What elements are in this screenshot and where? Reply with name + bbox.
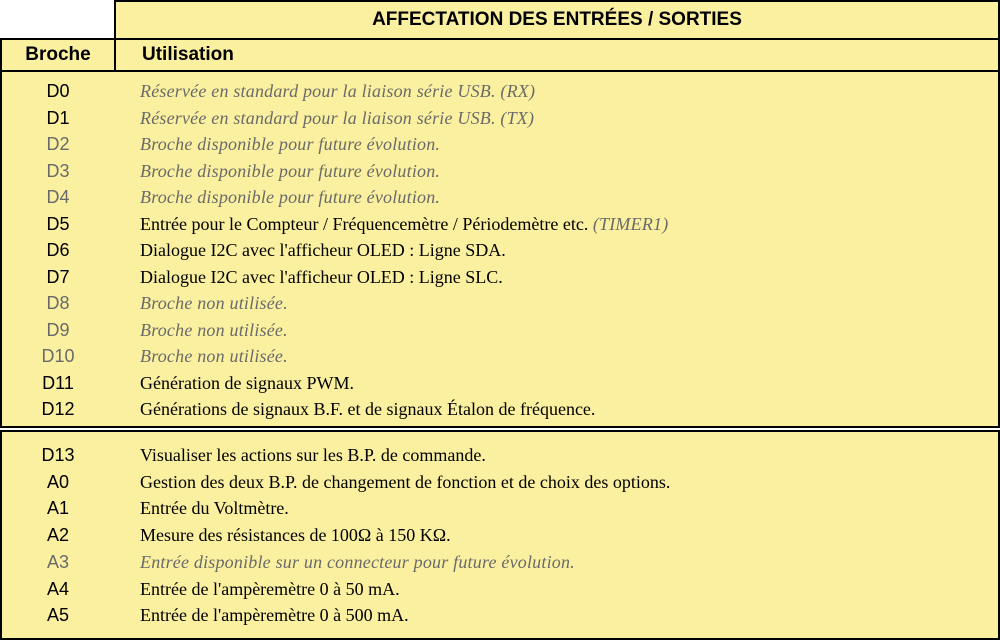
pin-label: A4 [46, 578, 70, 599]
pin-usage [114, 524, 451, 547]
pin-usage [114, 80, 535, 103]
pin-usage [114, 213, 668, 236]
pin-usage-text: Mesure des résistances de 100Ω à 150 KΩ. [140, 525, 451, 546]
pin-label: D13 [41, 445, 75, 465]
pin-label: A3 [46, 551, 70, 572]
pin-usage-text: Dialogue I2C avec l'afficheur OLED : Ligne SLC. [140, 266, 503, 287]
pin-usage-text: Broche non utilisée. [140, 319, 288, 340]
pin-column-section-1 [0, 72, 116, 428]
pin-usage [114, 398, 595, 421]
pin-usage-text: Entrée pour le Compteur / Fréquencemètre / Périodemètre etc. [140, 213, 593, 234]
pin-usage-text: Réservée en standard pour la liaison série USB. (TX) [140, 107, 535, 128]
pin-usage [114, 266, 503, 289]
pin-usage-text: Génération de signaux PWM. [140, 372, 354, 393]
pin-label: A2 [46, 525, 70, 546]
pin-usage-text: Générations de signaux B.F. et de signaux Étalon de fréquence. [140, 399, 596, 419]
pin-usage-text: Entrée de l'ampèremètre 0 à 50 mA. [140, 578, 400, 599]
pin-usage [114, 292, 288, 315]
pin-usage-text: Entrée du Voltmètre. [140, 498, 289, 519]
pin-usage [114, 497, 289, 520]
pin-label: D1 [46, 107, 70, 128]
pin-usage-text: Entrée disponible sur un connecteur pour future évolution. [140, 551, 575, 572]
pin-usage [114, 239, 506, 262]
pin-usage-text: Entrée de l'ampèremètre 0 à 500 mA. [140, 605, 409, 626]
pin-label: D2 [46, 134, 70, 154]
pin-usage-text: Broche disponible pour future évolution. [140, 187, 441, 207]
pin-usage-text: Gestion des deux B.P. de changement de fonction et de choix des options. [140, 471, 671, 492]
pin-label: A5 [46, 605, 70, 626]
pin-label: D3 [46, 160, 70, 181]
pin-usage [114, 551, 575, 574]
pin-label: A1 [46, 498, 70, 519]
pin-usage [114, 133, 440, 156]
pin-usage [114, 186, 440, 209]
pin-usage [114, 319, 288, 342]
pin-label: D0 [46, 81, 70, 101]
pin-usage-suffix: (TIMER1) [592, 213, 669, 234]
pin-usage [114, 578, 400, 601]
pin-usage [114, 444, 486, 467]
pin-usage-text: Dialogue I2C avec l'afficheur OLED : Ligne SDA. [140, 240, 506, 260]
use-column-section-2 [114, 430, 1000, 640]
pin-usage-text: Broche disponible pour future évolution. [140, 160, 441, 181]
pin-usage-text: Broche non utilisée. [140, 293, 288, 313]
pin-label: A0 [46, 471, 70, 492]
pin-label: D4 [46, 187, 70, 207]
pin-usage-text: Réservée en standard pour la liaison série USB. (RX) [140, 81, 536, 101]
pin-label: D11 [42, 372, 74, 393]
pin-label: D10 [41, 346, 75, 366]
pin-label: D9 [46, 319, 70, 340]
use-column-section-1 [114, 72, 1000, 428]
pin-usage [114, 372, 354, 395]
pin-usage-text: Broche disponible pour future évolution. [140, 134, 441, 154]
pin-usage [114, 604, 409, 627]
pin-usage [114, 107, 534, 130]
pin-usage [114, 345, 288, 368]
pin-label: D8 [46, 293, 70, 313]
pin-label: D7 [46, 266, 70, 287]
pin-usage-text: Broche non utilisée. [140, 346, 288, 366]
pin-usage [114, 160, 440, 183]
pin-label: D12 [41, 399, 75, 419]
table-title: AFFECTATION DES ENTRÉES / SORTIES [114, 0, 1000, 38]
pin-usage [114, 471, 670, 494]
pin-usage-text: Visualiser les actions sur les B.P. de commande. [140, 445, 486, 465]
column-header-utilisation: Utilisation [114, 38, 1000, 72]
pin-column-section-2 [0, 430, 116, 640]
column-header-broche: Broche [0, 38, 116, 72]
pin-label: D6 [46, 240, 70, 260]
pin-label: D5 [46, 213, 70, 234]
